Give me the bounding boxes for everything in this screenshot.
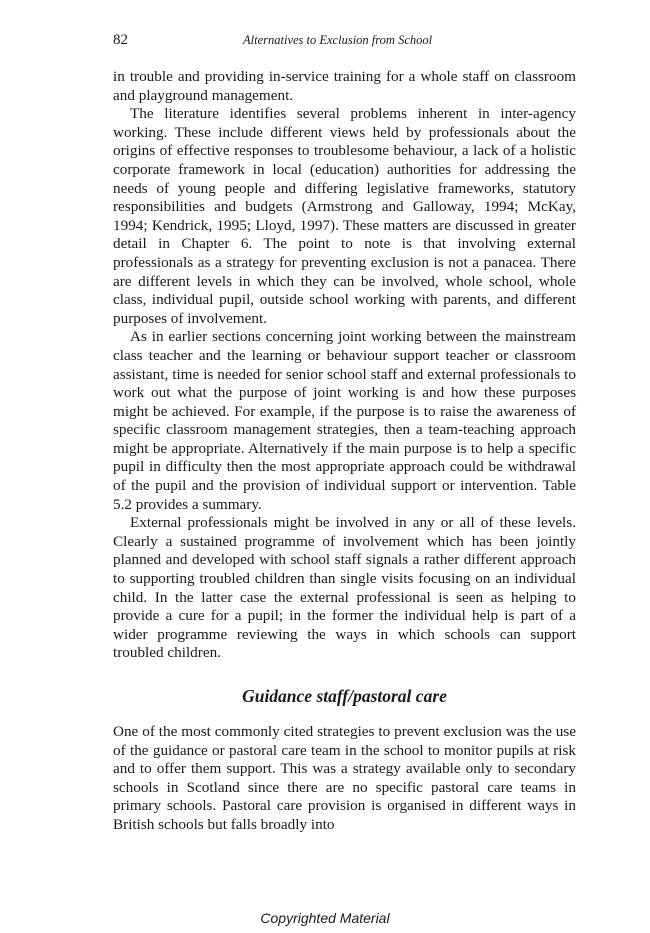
section-heading: Guidance staff/pastoral care <box>242 686 447 706</box>
body-paragraph: The literature identifies several problems inherent in inter-agency working. These include different views held by professionals about the origins of effective responses to troublesome behaviour, a lack of a holistic corporate framework in local (education) authorities for addressing the needs of young people and differing legislative frameworks, statutory responsibilities and budgets (Armstrong and Galloway, 1994; McKay, 1994; Kendrick, 1995; Lloyd, 1997). These matters are discussed in greater detail in Chapter 6. The point to note is that involving external professionals as a strategy for preventing exclusion is not a panacea. There are different levels in which they can be involved, whole school, whole class, individual pupil, outside school working with parents, and different purposes of involvement. <box>113 105 576 327</box>
section-paragraph: One of the most commonly cited strategies to prevent exclusion was the use of the guidance or pastoral care team in the school to monitor pupils at risk and to offer them support. This was a strategy available only to secondary schools in Scotland since there are no specific pastoral care teams in primary schools. Pastoral care provision is organised in different ways in British schools but falls broadly into <box>113 723 576 833</box>
copyright-watermark: Copyrighted Material <box>260 910 390 926</box>
page-body <box>113 68 576 835</box>
running-title: Alternatives to Exclusion from School <box>243 33 433 47</box>
page-header <box>113 32 575 54</box>
page-number: 82 <box>113 32 128 48</box>
body-paragraph: in trouble and providing in-service training for a whole staff on classroom and playground management. <box>113 68 576 104</box>
body-paragraph: External professionals might be involved in any or all of these levels. Clearly a sustained programme of involvement which has been jointly planned and developed with school staff signals a rather different approach to supporting troubled children than single visits focusing on an individual child. In the latter case the external professional is seen as helping to provide a cure for a pupil; in the former the individual help is part of a wider programme reviewing the ways in which schools can support troubled children. <box>113 514 576 662</box>
body-paragraph: As in earlier sections concerning joint working between the mainstream class teacher and the learning or behaviour support teacher or classroom assistant, time is needed for senior school staff and external professionals to work out what the purpose of joint working is and how these purposes might be achieved. For example, if the purpose is to raise the awareness of specific classroom management strategies, then a team-teaching approach might be appropriate. Alternatively if the main purpose is to help a specific pupil in difficulty then the most appropriate approach could be withdrawal of the pupil and the provision of individual support or intervention. Table 5.2 provides a summary. <box>113 328 576 513</box>
